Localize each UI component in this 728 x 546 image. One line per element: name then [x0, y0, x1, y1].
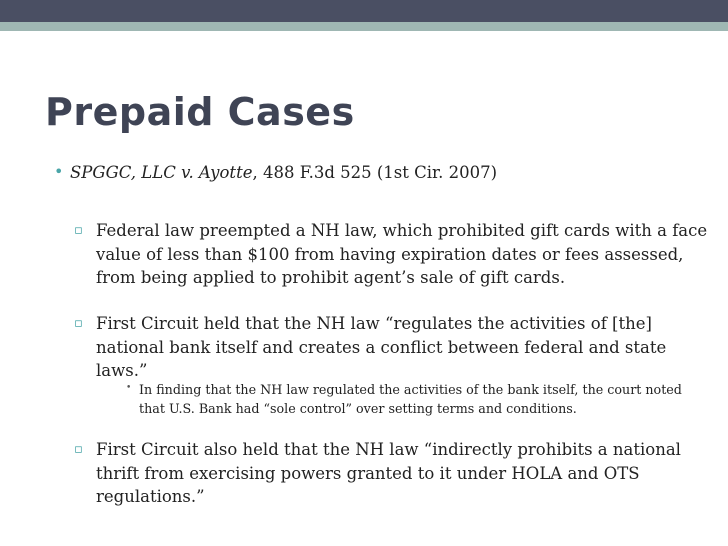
slide-title: Prepaid Cases [45, 90, 355, 134]
sub-bullet-text [96, 438, 696, 509]
text-line: Federal law preempted a NH law, which prohibited gift cards with a face [96, 221, 708, 240]
text-line: thrift from exercising powers granted to it under HOLA and OTS [96, 463, 640, 483]
sub-bullet-regulates [74, 312, 694, 384]
sub-bullet-text [96, 219, 708, 290]
sub-bullet-indirectly [74, 438, 694, 510]
text-line: First Circuit held that the NH law “regulates the activities of [the] [96, 314, 652, 333]
bullet-case-text [70, 163, 497, 182]
sub-bullet-preemption [74, 219, 708, 291]
sub-sub-bullet-text [139, 380, 694, 418]
case-name: SPGGC, LLC v. Ayotte [70, 163, 253, 182]
text-line: national bank itself and creates a conflict between federal and state [96, 337, 667, 357]
text-line: that U.S. Bank had “sole control” over setting terms and conditions. [139, 401, 577, 416]
sub-bullet-marker: ▫ [74, 316, 83, 331]
bullet-marker: • [54, 162, 64, 181]
text-line: First Circuit also held that the NH law “indirectly prohibits a national [96, 440, 681, 459]
sub-sub-bullet-sole-control [126, 380, 686, 420]
sub-sub-bullet-marker: • [126, 383, 132, 393]
sub-bullet-marker: ▫ [74, 442, 83, 457]
sub-bullet-text [96, 312, 696, 383]
text-line: In finding that the NH law regulated the activities of the bank itself, the court noted [139, 382, 682, 397]
text-line: from being applied to prohibit agent’s sale of gift cards. [96, 268, 566, 287]
text-line: laws.” [96, 361, 148, 380]
text-line: value of less than $100 from having expiration dates or fees assessed, [96, 244, 684, 264]
sub-bullet-marker: ▫ [74, 223, 83, 238]
text-line: regulations.” [96, 487, 205, 506]
case-citation: , 488 F.3d 525 (1st Cir. 2007) [252, 163, 498, 182]
